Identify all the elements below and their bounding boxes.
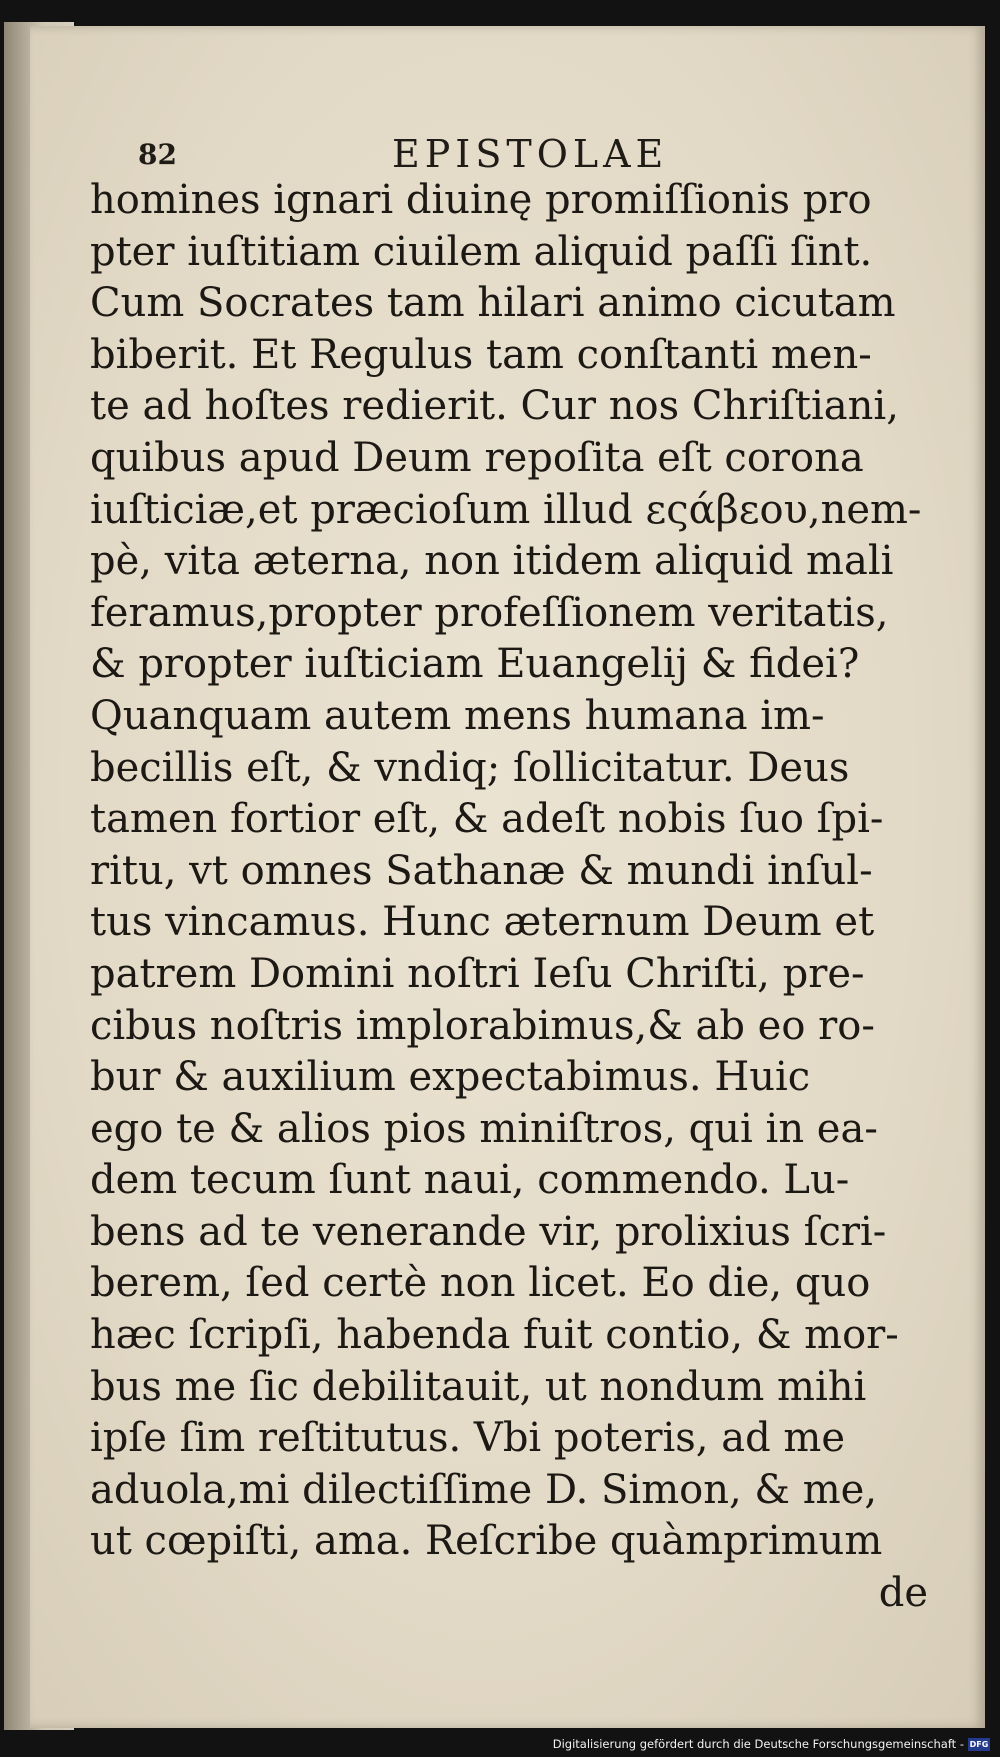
page-header	[0, 120, 1000, 180]
text-line: cibus noſtris implorabimus,& ab eo ro-	[90, 1002, 875, 1049]
text-line: & propter iuſticiam Euangelij & fidei?	[90, 641, 860, 688]
text-line: feramus,propter profeſſionem veritatis,	[90, 589, 889, 636]
text-line: bur & auxilium expectabimus. Huic	[90, 1054, 811, 1101]
text-line: ipſe ſim reſtitutus. Vbi poteris, ad me	[90, 1415, 845, 1462]
dfg-logo: DFG	[969, 1739, 989, 1749]
text-line: ritu, vt omnes Sathanæ & mundi inſul-	[90, 847, 873, 894]
text-line: hæc ſcripſi, habenda fuit contio, & mor-	[90, 1312, 899, 1359]
text-line: Quanquam autem mens humana im-	[90, 692, 825, 739]
page-number: 82	[138, 138, 177, 171]
body-text	[90, 175, 950, 1620]
digitization-credit: Digitalisierung gefördert durch die Deutsche Forschungsgemeinschaft -	[552, 1737, 964, 1751]
text-line: te ad hoſtes redierit. Cur nos Chriſtiani,	[90, 383, 899, 430]
text-line: tamen fortior eſt, & adeſt nobis ſuo ſpi-	[90, 796, 884, 843]
text-line: patrem Domini noſtri Ieſu Chriſti, pre-	[90, 950, 865, 997]
text-line: quibus apud Deum repoſita eſt corona	[90, 434, 864, 481]
text-line: biberit. Et Regulus tam conſtanti men-	[90, 331, 872, 378]
text-line: ut cœpiſti, ama. Reſcribe quàmprimum	[90, 1518, 883, 1565]
text-line: iuſticiæ,et præcioſum illud εςάβεου,nem-	[90, 486, 922, 533]
text-line: pè, vita æterna, non itidem aliquid mali	[90, 538, 894, 585]
text-line: pter iuſtitiam ciuilem aliquid paſſi ſint.	[90, 228, 873, 275]
text-line: aduola,mi dilectiſſime D. Simon, & me,	[90, 1466, 878, 1513]
text-line: ego te & alios pios miniſtros, qui in ea-	[90, 1105, 878, 1152]
catchword: de	[878, 1570, 928, 1617]
text-line: homines ignari diuinę promiſſionis pro	[90, 177, 872, 223]
text-line: becillis eſt, & vndiq; ſollicitatur. Deus	[90, 744, 850, 791]
text-line: bens ad te venerande vir, prolixius ſcri-	[90, 1208, 887, 1255]
running-title: EPISTOLAE	[392, 132, 669, 176]
footer	[553, 1734, 990, 1754]
text-line: berem, ſed certè non licet. Eo die, quo	[90, 1260, 871, 1307]
text-line: Cum Socrates tam hilari animo cicutam	[90, 280, 896, 327]
text-line: bus me ſic debilitauit, ut nondum mihi	[90, 1363, 867, 1410]
text-line: tus vincamus. Hunc æternum Deum et	[90, 899, 875, 946]
text-line: dem tecum ſunt naui, commendo. Lu-	[90, 1157, 850, 1204]
